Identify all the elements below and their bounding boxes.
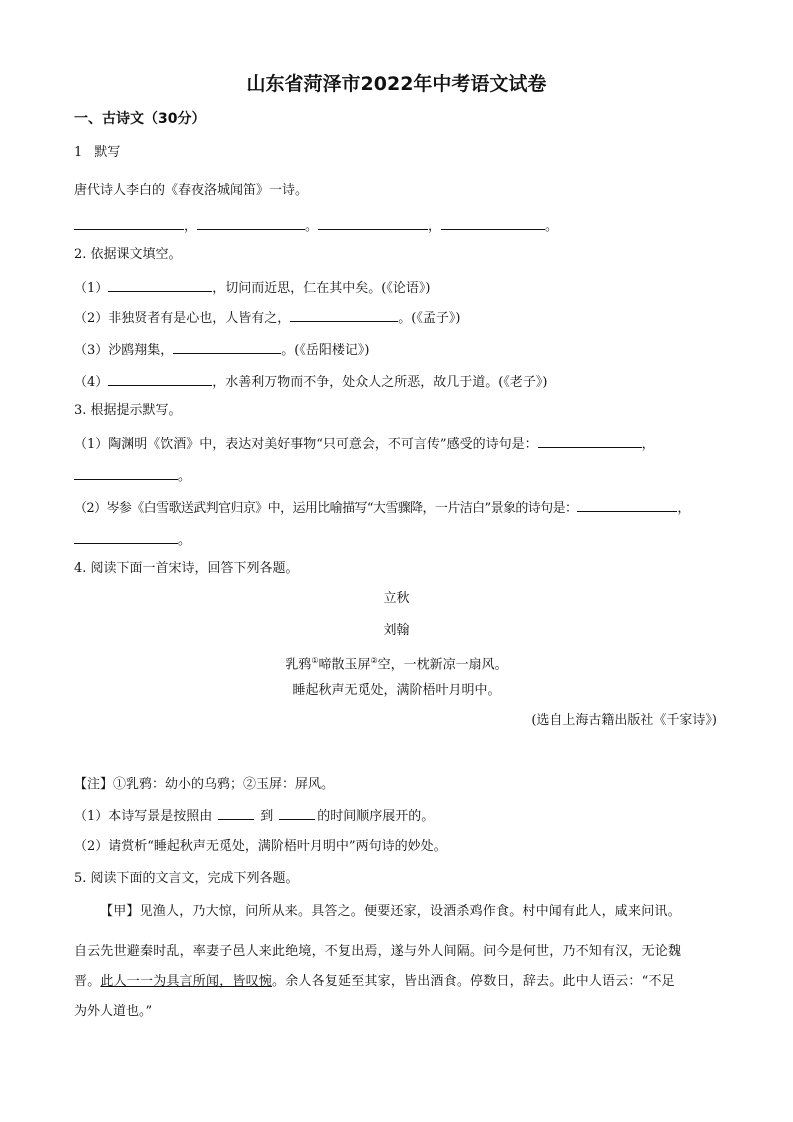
poem-source: (选自上海古籍出版社《千家诗》): [531, 713, 717, 728]
poem-text: 啼散玉屏: [318, 657, 371, 673]
answer-blank[interactable]: [197, 216, 305, 230]
poem-note: 【注】①乳鸦：幼小的乌鸦；②玉屏：屏风。: [74, 777, 335, 792]
section-heading: 一、古诗文（30分）: [74, 111, 206, 127]
passage-line-4: 为外人道也。”: [74, 1004, 153, 1019]
underlined-sentence: 此人一一为具言所闻，皆叹惋: [100, 974, 273, 989]
question-title: 默写: [94, 145, 121, 160]
question-3-item-1: [74, 434, 655, 454]
poem-text: 空，一枕新凉一扇风。: [377, 657, 508, 673]
question-4-heading: 4. 阅读下面一首宋诗，回答下列各题。: [74, 561, 299, 576]
passage-line-2: 自云先世避秦时乱，率妻子邑人来此绝境，不复出焉，遂与外人间隔。问今是何世，乃不知有汉，无论魏: [74, 944, 682, 959]
question-1-label: [74, 144, 120, 162]
punctuation: 。: [305, 219, 319, 234]
answer-blank[interactable]: [441, 216, 545, 230]
item-number: （4）: [74, 375, 109, 390]
poem-text: 乳鸦: [285, 657, 312, 673]
question-1-blanks: [74, 216, 558, 236]
question-4-sub-1: [74, 806, 434, 826]
item-text: （2）非独贤者有是心也，人皆有之，: [74, 311, 291, 326]
item-text: （3）沙鸥翔集，: [74, 343, 174, 358]
item-text: ，切问而近思，仁在其中矣。(《论语》): [212, 281, 431, 296]
item-text: （1）本诗写景是按照由: [74, 809, 213, 824]
footnote-mark: ②: [370, 656, 378, 665]
item-text: （1）陶渊明《饮酒》中，表达对美好事物“只可意会，不可言传”感受的诗句是：: [74, 437, 538, 452]
answer-blank[interactable]: [74, 466, 178, 480]
question-number: 1: [74, 145, 83, 160]
question-2-item-3: [74, 340, 369, 360]
punctuation: 。: [178, 469, 192, 484]
punctuation: 。: [178, 533, 192, 548]
answer-blank[interactable]: [74, 216, 184, 230]
passage-line-1: 【甲】见渔人，乃大惊，问所从来。具答之。便要还家，设酒杀鸡作食。村中闻有此人，咸来问讯。: [100, 904, 681, 919]
item-text: 。(《孟子》): [398, 311, 461, 326]
passage-line-3: [74, 967, 714, 996]
question-3-heading: 3. 根据提示默写。: [74, 403, 182, 418]
question-2-item-2: [74, 308, 460, 328]
answer-blank[interactable]: [290, 308, 398, 322]
item-number: （1）: [74, 281, 109, 296]
punctuation: 。: [545, 219, 559, 234]
answer-blank[interactable]: [173, 340, 281, 354]
answer-blank[interactable]: [108, 372, 212, 386]
punctuation: ，: [641, 437, 655, 452]
page-title: 山东省菏泽市2022年中考语文试卷: [246, 73, 547, 95]
question-1-text: 唐代诗人李白的《春夜洛城闻笛》一诗。: [74, 183, 309, 198]
question-2-item-4: [74, 372, 547, 392]
punctuation: ，: [677, 501, 690, 516]
answer-blank[interactable]: [218, 806, 254, 820]
question-3-item-2: [74, 498, 690, 518]
punctuation: ，: [184, 219, 198, 234]
question-2-heading: 2. 依据课文填空。: [74, 247, 182, 262]
punctuation: ，: [428, 219, 442, 234]
poem-line-1: [0, 652, 793, 674]
item-text: （2）岑参《白雪歌送武判官归京》中，运用比喻描写“大雪骤降，一片洁白”景象的诗句是：: [74, 501, 578, 516]
poem-line-2: 睡起秋声无觅处，满阶梧叶月明中。: [292, 683, 501, 698]
answer-blank[interactable]: [318, 216, 428, 230]
question-3-item-2-cont: [74, 530, 191, 550]
answer-blank[interactable]: [108, 278, 212, 292]
item-text: 的时间顺序展开的。: [317, 809, 435, 824]
question-2-item-1: [74, 278, 430, 298]
answer-blank[interactable]: [577, 498, 677, 512]
answer-blank[interactable]: [74, 530, 178, 544]
passage-text: 晋。: [74, 974, 101, 989]
poem-author: 刘翰: [383, 623, 410, 638]
poem-title: 立秋: [383, 591, 410, 606]
item-text: 到: [260, 809, 274, 824]
item-text: 。(《岳阳楼记》): [281, 343, 370, 358]
question-4-sub-2: （2）请赏析“睡起秋声无觅处，满阶梧叶月明中”两句诗的妙处。: [74, 839, 447, 854]
question-3-item-1-cont: [74, 466, 191, 486]
question-5-heading: 5. 阅读下面的文言文，完成下列各题。: [74, 871, 299, 886]
item-text: ，水善利万物而不争，处众人之所恶，故几于道。(《老子》): [212, 375, 548, 390]
answer-blank[interactable]: [279, 806, 315, 820]
passage-text: 。余人各复延至其家，皆出酒食。停数日，辞去。此中人语云：“不足: [272, 974, 675, 989]
answer-blank[interactable]: [538, 434, 642, 448]
footnote-mark: ①: [311, 656, 319, 665]
